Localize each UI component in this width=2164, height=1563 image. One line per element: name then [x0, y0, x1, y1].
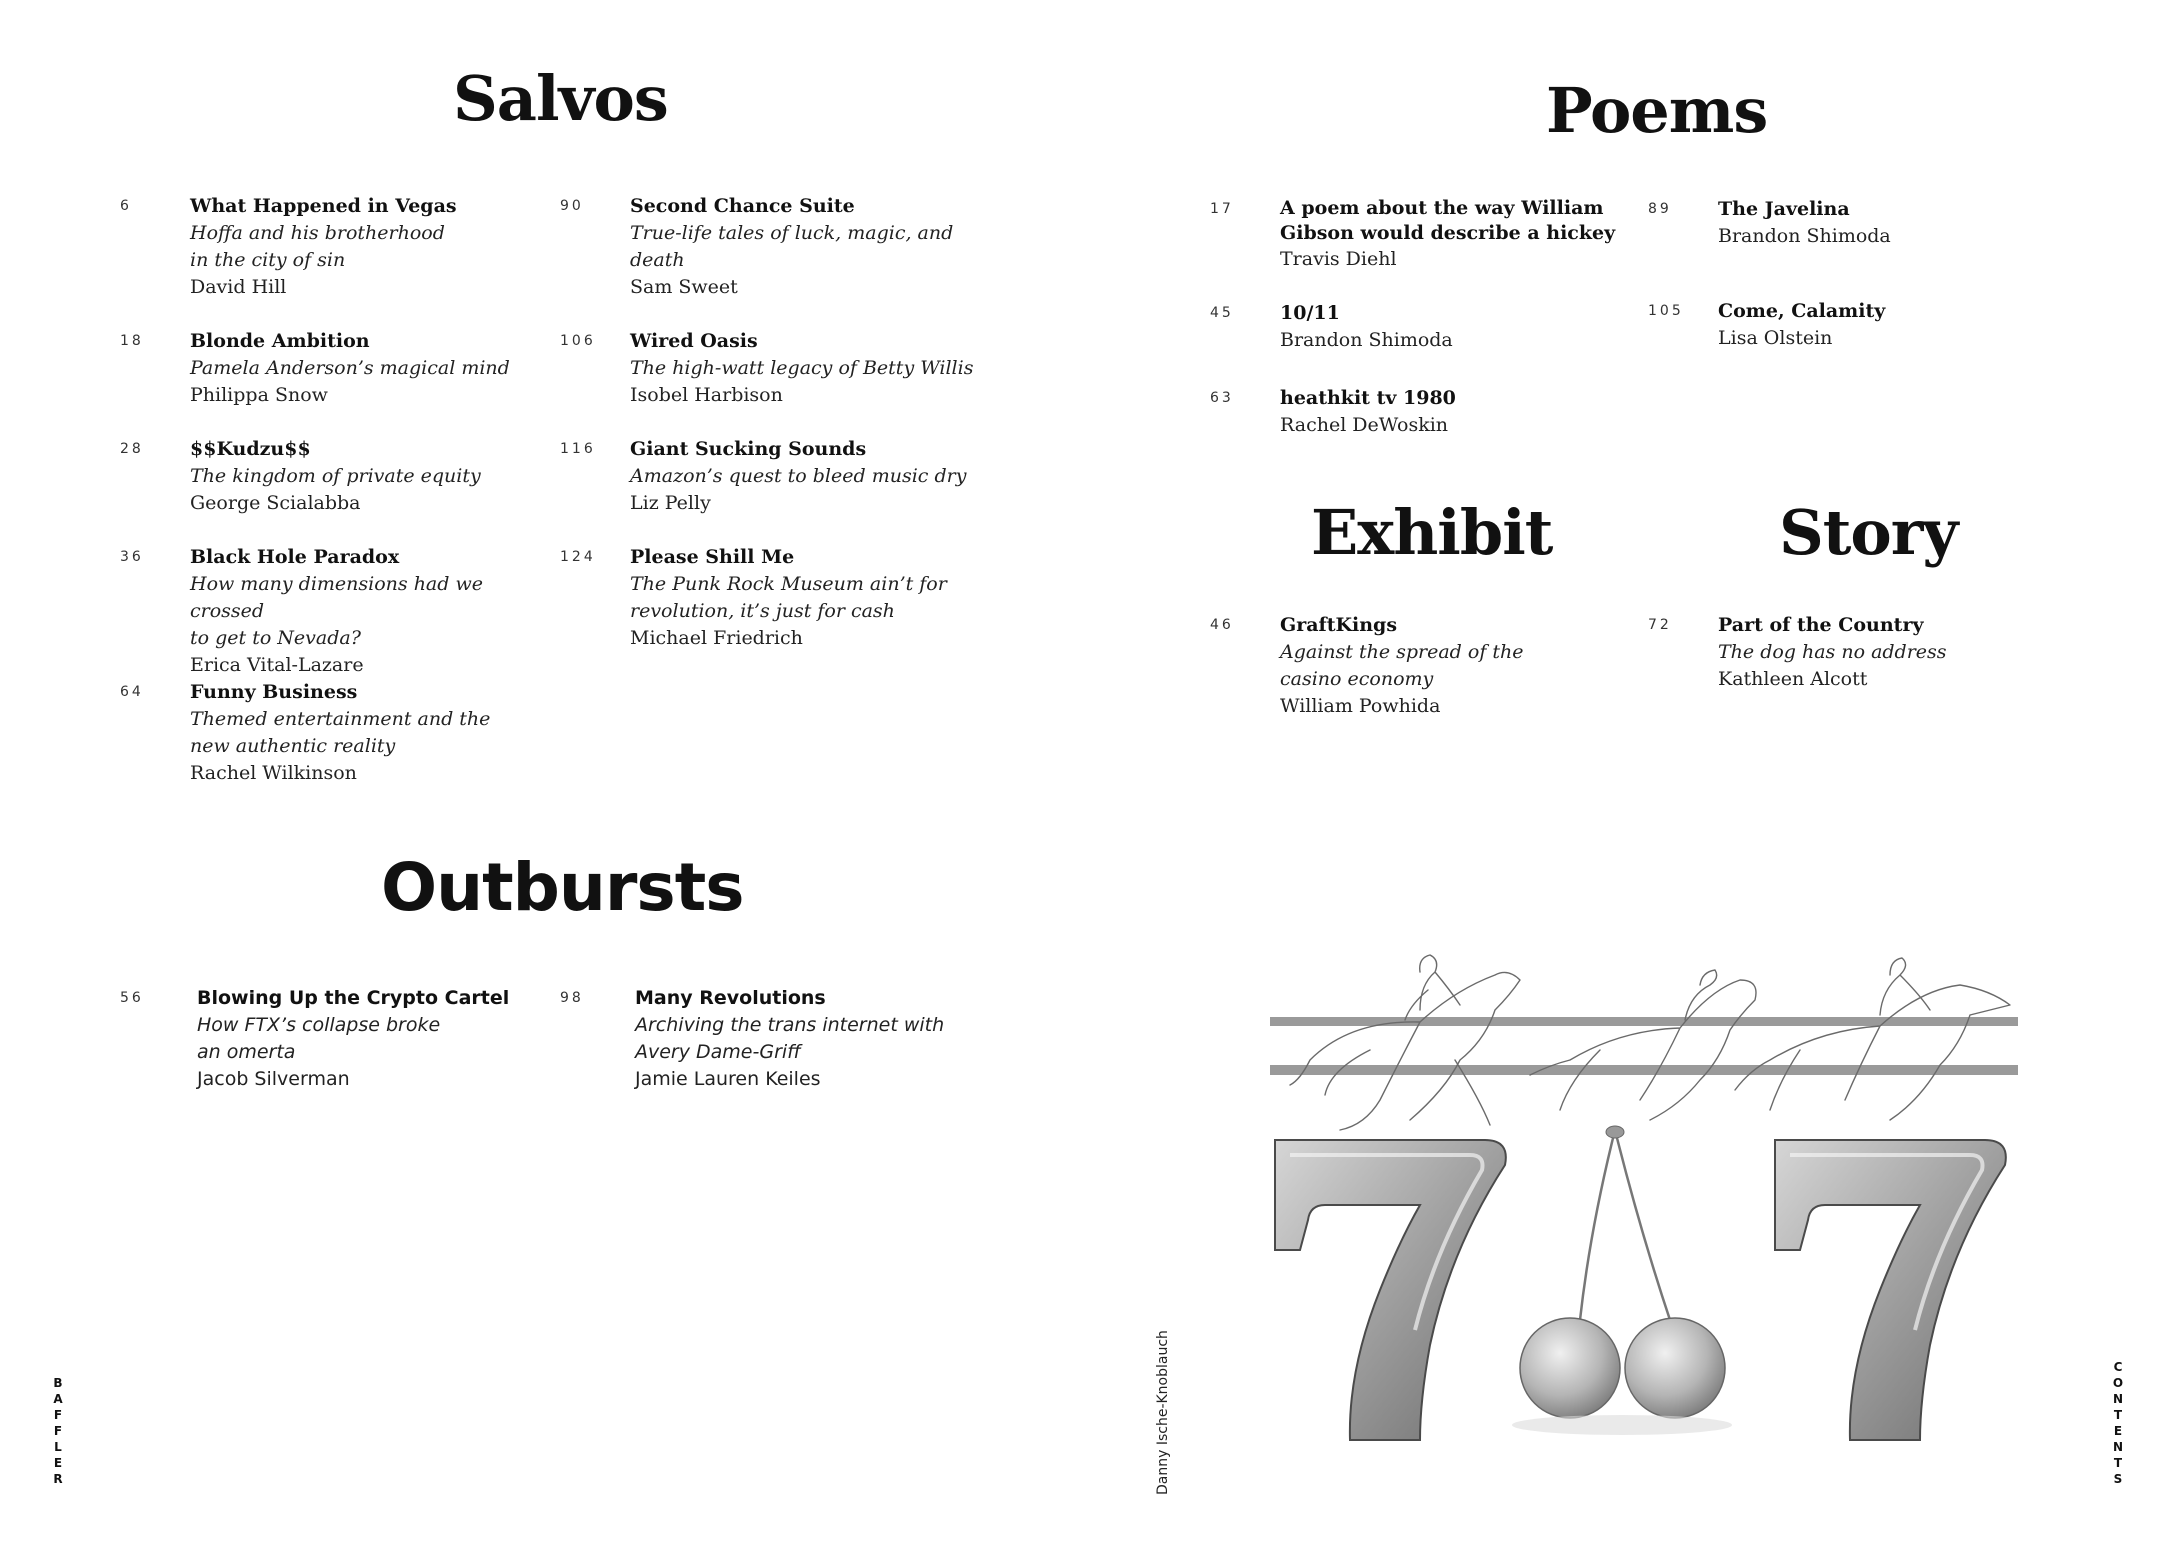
entry-title: Giant Sucking Sounds	[630, 438, 867, 460]
page-number: 124	[560, 549, 596, 565]
entry-title: $$Kudzu$$	[190, 438, 311, 460]
entry-author: Rachel DeWoskin	[1280, 414, 1449, 436]
entry-subtitle: Pamela Anderson’s magical mind	[190, 357, 510, 379]
entry-subtitle: Themed entertainment and the new authentic reality	[190, 708, 491, 757]
racehorse-drawings	[1290, 955, 2010, 1130]
page-number: 105	[1648, 303, 1684, 319]
page-number: 18	[120, 333, 144, 349]
entry-title: Second Chance Suite	[630, 195, 855, 217]
entry-author: Jacob Silverman	[197, 1068, 350, 1090]
entry-title: Funny Business	[190, 681, 358, 703]
story-heading: Story	[1779, 496, 1958, 569]
entry-author: Liz Pelly	[630, 492, 711, 514]
outbursts-heading: Outbursts	[381, 849, 744, 926]
page-number: 28	[120, 441, 144, 457]
entry-author: Brandon Shimoda	[1280, 329, 1453, 351]
magazine-name-letters	[48, 1375, 68, 1487]
cherries	[1512, 1126, 1732, 1435]
vertical-letter: L	[54, 1440, 62, 1454]
vertical-letter: T	[2113, 1408, 2123, 1422]
entry-author: Michael Friedrich	[630, 627, 803, 649]
entry-author: Erica Vital-Lazare	[190, 654, 364, 676]
slot-machine-illustration	[1270, 950, 2018, 1460]
page-number: 98	[560, 990, 584, 1006]
entry-author: George Scialabba	[190, 492, 361, 514]
page-number: 116	[560, 441, 596, 457]
entry-author: David Hill	[190, 276, 287, 298]
track-rails	[1270, 1017, 2018, 1075]
slot-seven-left	[1275, 1140, 1506, 1440]
vertical-letter: N	[2112, 1440, 2124, 1454]
slot-seven-right	[1775, 1140, 2006, 1440]
vertical-letter: F	[53, 1408, 63, 1422]
vertical-letter: E	[2113, 1424, 2123, 1438]
entry-title: GraftKings	[1280, 614, 1398, 636]
entry-author: Rachel Wilkinson	[190, 762, 357, 784]
vertical-letter: A	[53, 1392, 63, 1406]
entry-author: Isobel Harbison	[630, 384, 783, 406]
vertical-letter: B	[53, 1376, 63, 1390]
section-label-letters	[2108, 1359, 2128, 1487]
vertical-letter: C	[2113, 1360, 2123, 1374]
entry-title: Wired Oasis	[630, 330, 758, 352]
entry-subtitle: Against the spread of the casino economy	[1280, 641, 1524, 690]
entry-title: Blonde Ambition	[190, 330, 370, 352]
entry-subtitle: How FTX’s collapse broke an omerta	[197, 1014, 441, 1063]
entry-title: Black Hole Paradox	[190, 546, 400, 568]
illustration-credit: Danny Ische-Knoblauch	[1155, 1330, 1171, 1495]
entry-title: Blowing Up the Crypto Cartel	[197, 987, 510, 1009]
entry-title: Part of the Country	[1718, 614, 1924, 636]
entry-title: 10/11	[1280, 302, 1340, 324]
entry-subtitle: The dog has no address	[1718, 641, 1947, 663]
page-number: 36	[120, 549, 144, 565]
entry-subtitle: How many dimensions had we crossed to get to Nevada?	[190, 573, 483, 649]
page-number: 6	[120, 198, 132, 214]
entry-author: Travis Diehl	[1280, 248, 1397, 270]
vertical-letter: E	[53, 1456, 63, 1470]
vertical-letter: N	[2112, 1392, 2124, 1406]
page-number: 46	[1210, 617, 1234, 633]
entry-subtitle: Archiving the trans internet with Avery Dame-Griff	[635, 1014, 945, 1063]
entry-subtitle: Amazon’s quest to bleed music dry	[630, 465, 967, 487]
vertical-letter: O	[2112, 1376, 2124, 1390]
entry-subtitle: True-life tales of luck, magic, and death	[630, 222, 954, 271]
entry-title: Please Shill Me	[630, 546, 795, 568]
entry-author: Jamie Lauren Keiles	[635, 1068, 821, 1090]
section-label-vertical	[2108, 1359, 2128, 1487]
entry-title: Many Revolutions	[635, 987, 826, 1009]
entry-author: Lisa Olstein	[1718, 327, 1833, 349]
page-number: 90	[560, 198, 584, 214]
poems-heading: Poems	[1546, 74, 1768, 147]
vertical-letter: T	[2113, 1456, 2123, 1470]
entry-title: What Happened in Vegas	[190, 195, 457, 217]
magazine-name-vertical	[48, 1375, 68, 1487]
entry-title: Come, Calamity	[1718, 300, 1886, 322]
page-number: 63	[1210, 390, 1234, 406]
vertical-letter: R	[53, 1472, 63, 1486]
entry-subtitle: The Punk Rock Museum ain’t for revolution, it’s just for cash	[630, 573, 947, 622]
entry-title: A poem about the way William Gibson would describe a hickey	[1280, 197, 1616, 244]
entry-author: William Powhida	[1280, 695, 1441, 717]
exhibit-heading: Exhibit	[1311, 496, 1553, 569]
page-number: 17	[1210, 201, 1234, 217]
entry-author: Brandon Shimoda	[1718, 225, 1891, 247]
salvos-heading: Salvos	[453, 62, 668, 135]
page-number: 64	[120, 684, 144, 700]
page-number: 89	[1648, 201, 1672, 217]
page-number: 106	[560, 333, 596, 349]
entry-title: heathkit tv 1980	[1280, 387, 1456, 409]
vertical-letter: S	[2113, 1472, 2123, 1486]
page-number: 56	[120, 990, 144, 1006]
entry-author: Philippa Snow	[190, 384, 328, 406]
page-number: 72	[1648, 617, 1672, 633]
entry-author: Sam Sweet	[630, 276, 738, 298]
entry-author: Kathleen Alcott	[1718, 668, 1868, 690]
vertical-letter: F	[53, 1424, 63, 1438]
entry-subtitle: Hoffa and his brotherhood in the city of sin	[190, 222, 445, 271]
entry-subtitle: The high-watt legacy of Betty Willis	[630, 357, 974, 379]
entry-subtitle: The kingdom of private equity	[190, 465, 481, 487]
entry-title: The Javelina	[1718, 198, 1850, 220]
page-number: 45	[1210, 305, 1234, 321]
